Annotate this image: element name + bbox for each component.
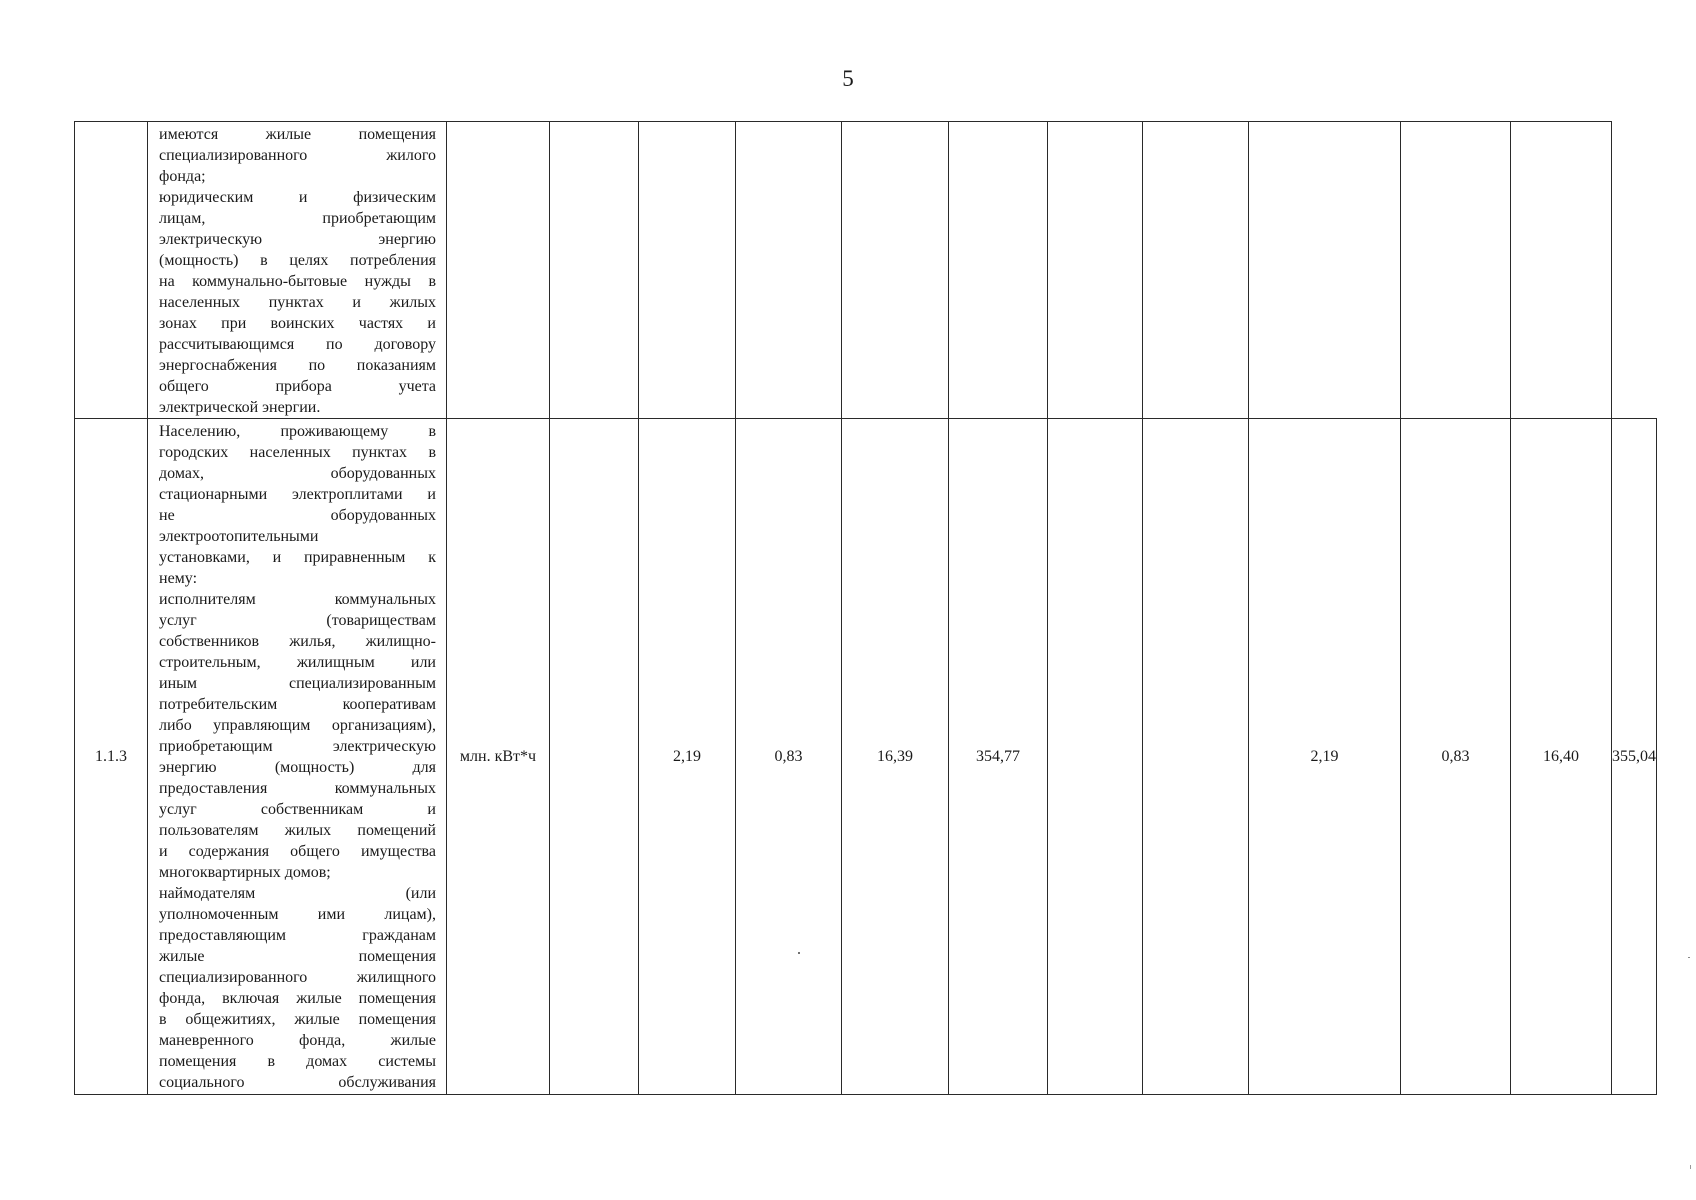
- description-line: юридическим и физическим: [159, 189, 436, 206]
- row-description: [148, 122, 447, 419]
- description-line: предоставляющим гражданам: [159, 927, 436, 944]
- description-line: установками, и приравненным к: [159, 549, 436, 566]
- description-line: уполномоченным ими лицам),: [159, 906, 436, 923]
- table-row: [75, 122, 1657, 419]
- value-cell: [1143, 419, 1249, 1095]
- value-cell: 0,83: [1401, 419, 1511, 1095]
- description-line: потребительским кооперативам: [159, 696, 436, 713]
- description-line: рассчитывающимся по договору: [159, 336, 436, 353]
- description-line: исполнителям коммунальных: [159, 591, 436, 608]
- description-line: нему:: [159, 570, 198, 587]
- value-cell: [1048, 122, 1143, 419]
- description-line: маневренного фонда, жилые: [159, 1032, 436, 1049]
- value-cell: 2,19: [1249, 419, 1401, 1095]
- value-cell: 0,83: [736, 419, 842, 1095]
- value-cell: [1048, 419, 1143, 1095]
- value-cell: [1143, 122, 1249, 419]
- description-line: Населению, проживающему в: [159, 423, 436, 440]
- description-line: энергию (мощность) для: [159, 759, 436, 776]
- value-cell: 16,40: [1511, 419, 1612, 1095]
- value-cell: 355,04: [1612, 419, 1657, 1095]
- description-line: пользователям жилых помещений: [159, 822, 436, 839]
- description-line: не оборудованных: [159, 507, 436, 524]
- description-line: (мощность) в целях потребления: [159, 252, 436, 269]
- description-line: услуг (товариществам: [159, 612, 436, 629]
- description-line: помещения в домах системы: [159, 1053, 436, 1070]
- row-code: [75, 122, 148, 419]
- description-line: электроотопительными: [159, 528, 319, 545]
- row-unit: млн. кВт*ч: [447, 419, 550, 1095]
- value-cell: [550, 122, 639, 419]
- description-line: в общежитиях, жилые помещения: [159, 1011, 436, 1028]
- description-line: фонда, включая жилые помещения: [159, 990, 436, 1007]
- tariff-table: [74, 121, 1657, 1095]
- description-line: домах, оборудованных: [159, 465, 436, 482]
- description-line: зонах при воинских частях и: [159, 315, 436, 332]
- value-cell: [1511, 122, 1612, 419]
- value-cell: [1249, 122, 1401, 419]
- description-line: городских населенных пунктах в: [159, 444, 436, 461]
- row-unit: [447, 122, 550, 419]
- scan-speck: [798, 952, 800, 954]
- description-line: многоквартирных домов;: [159, 864, 331, 881]
- page-number: 5: [842, 66, 854, 91]
- description-line: на коммунально-бытовые нужды в: [159, 273, 436, 290]
- description-line: специализированного жилищного: [159, 969, 436, 986]
- value-cell: [1401, 122, 1511, 419]
- description-line: предоставления коммунальных: [159, 780, 436, 797]
- description-line: фонда;: [159, 168, 206, 185]
- scan-speck: [1690, 1165, 1691, 1169]
- table-row: [75, 419, 1657, 1095]
- row-code: 1.1.3: [75, 419, 148, 1095]
- value-cell: 2,19: [639, 419, 736, 1095]
- description-line: услуг собственникам и: [159, 801, 436, 818]
- description-line: общего прибора учета: [159, 378, 436, 395]
- description-line: имеются жилые помещения: [159, 126, 436, 143]
- description-line: лицам, приобретающим: [159, 210, 436, 227]
- value-cell: 16,39: [842, 419, 949, 1095]
- description-line: приобретающим электрическую: [159, 738, 436, 755]
- description-line: собственников жилья, жилищно-: [159, 633, 436, 650]
- row-description: [148, 419, 447, 1095]
- value-cell: [550, 419, 639, 1095]
- description-line: либо управляющим организациям),: [159, 717, 436, 734]
- description-line: специализированного жилого: [159, 147, 436, 164]
- description-line: населенных пунктах и жилых: [159, 294, 436, 311]
- description-line: жилые помещения: [159, 948, 436, 965]
- scan-speck: [1688, 957, 1690, 958]
- description-line: и содержания общего имущества: [159, 843, 436, 860]
- description-line: строительным, жилищным или: [159, 654, 436, 671]
- description-line: электрическую энергию: [159, 231, 436, 248]
- description-line: стационарными электроплитами и: [159, 486, 436, 503]
- description-line: иным специализированным: [159, 675, 436, 692]
- description-line: электрической энергии.: [159, 399, 321, 416]
- value-cell: [736, 122, 842, 419]
- description-line: наймодателям (или: [159, 885, 436, 902]
- value-cell: [639, 122, 736, 419]
- value-cell: [949, 122, 1048, 419]
- description-line: социального обслуживания: [159, 1074, 436, 1091]
- value-cell: [842, 122, 949, 419]
- value-cell: 354,77: [949, 419, 1048, 1095]
- description-line: энергоснабжения по показаниям: [159, 357, 436, 374]
